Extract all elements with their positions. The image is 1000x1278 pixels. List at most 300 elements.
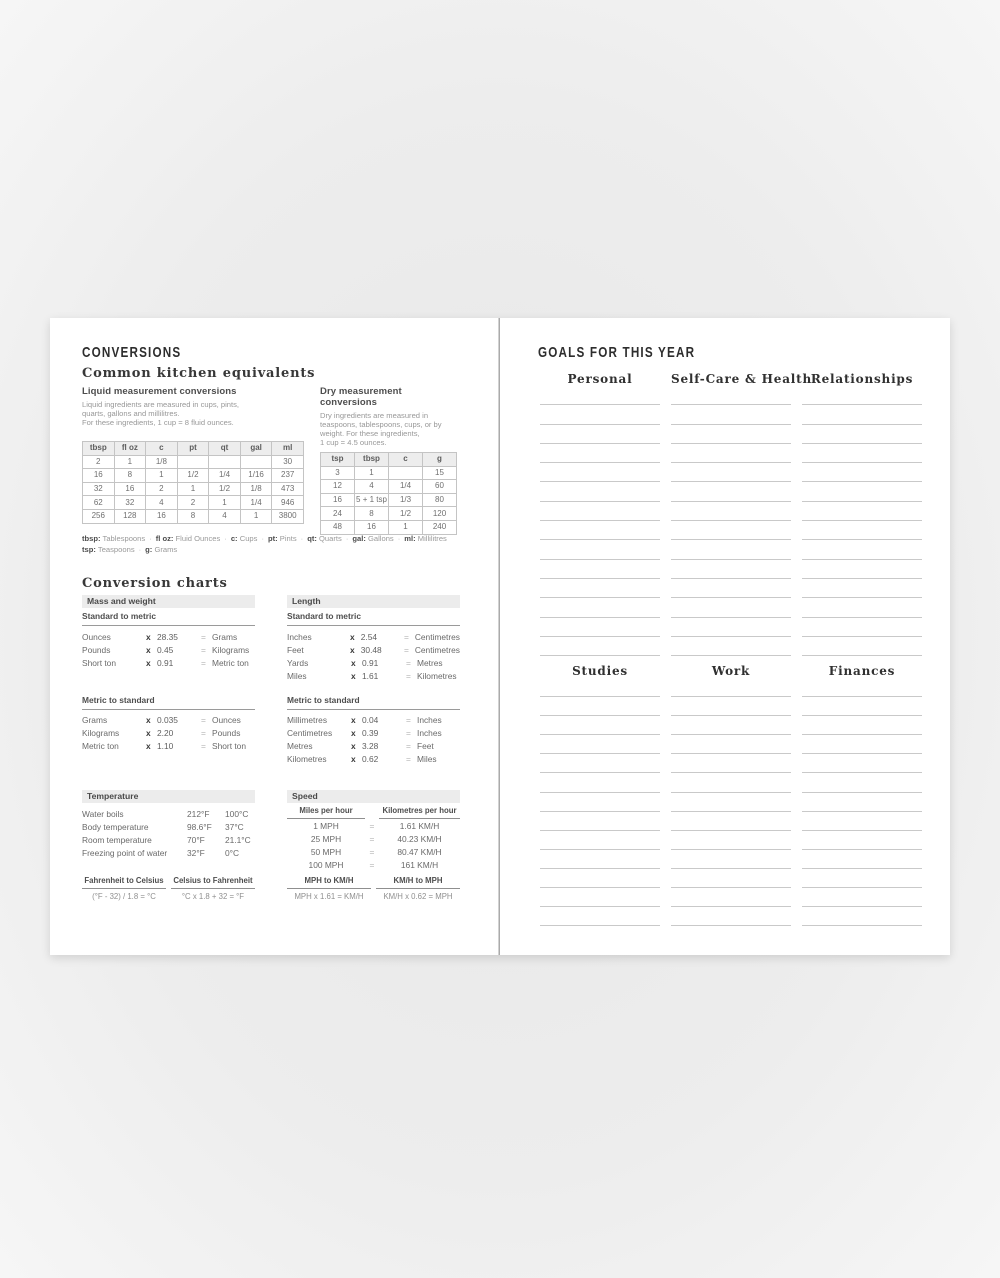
- legend-separator: ·: [149, 534, 152, 543]
- conversion-from: Ounces: [82, 631, 111, 642]
- table-header-cell: c: [146, 442, 178, 456]
- mass-std-heading: Standard to metric: [82, 611, 255, 626]
- conversions-page: [50, 318, 500, 955]
- equals-sign: =: [369, 820, 375, 831]
- table-cell: [240, 455, 272, 469]
- description-line: weight. For these ingredients,: [320, 429, 420, 438]
- ruled-line: [802, 425, 922, 444]
- description-line: teaspoons, tablespoons, cups, or by: [320, 420, 442, 429]
- conversion-factor: 0.04: [362, 714, 379, 725]
- ruled-line: [671, 386, 791, 405]
- conversion-to: Metric ton: [212, 657, 249, 668]
- multiply-sign: x: [146, 657, 151, 668]
- dry-conversions-block: [320, 386, 457, 535]
- table-header-cell: fl oz: [114, 442, 146, 456]
- goal-line-column: [671, 386, 791, 656]
- fahrenheit-value: 32°F: [187, 848, 205, 859]
- ruled-line: [802, 502, 922, 521]
- mph-value: 25 MPH: [310, 833, 342, 844]
- table-cell: 3800: [272, 509, 304, 523]
- mass-std-rows: [82, 630, 255, 670]
- kitchen-equivalents-heading: Common kitchen equivalents: [82, 366, 316, 381]
- formula-block: [82, 876, 166, 901]
- legend-separator: ·: [224, 534, 227, 543]
- equals-sign: =: [406, 671, 411, 682]
- table-cell: 1/4: [209, 469, 241, 483]
- ruled-line: [802, 716, 922, 735]
- conversion-from: Miles: [287, 671, 307, 682]
- conversion-to: Short ton: [212, 740, 246, 751]
- table-header-cell: ml: [272, 442, 304, 456]
- formula-block: [287, 876, 371, 901]
- multiply-sign: x: [351, 727, 356, 738]
- multiply-sign: x: [351, 740, 356, 751]
- table-cell: 16: [146, 509, 178, 523]
- formula-text: KM/H x 0.62 = MPH: [383, 892, 453, 901]
- ruled-line: [802, 850, 922, 869]
- conversion-to: Kilograms: [212, 644, 250, 655]
- ruled-line: [540, 812, 660, 831]
- table-row: [83, 469, 304, 483]
- goals-section-1-headers: [540, 372, 922, 386]
- legend-line-2: [82, 545, 474, 556]
- multiply-sign: x: [146, 740, 151, 751]
- table-cell: 256: [83, 509, 115, 523]
- ruled-line: [671, 482, 791, 501]
- equals-sign: =: [406, 657, 411, 668]
- table-cell: 4: [355, 480, 389, 494]
- ruled-line: [540, 773, 660, 792]
- equals-sign: =: [201, 727, 206, 738]
- dry-description: [320, 411, 457, 452]
- mass-weight-chart: [82, 595, 255, 780]
- ruled-line: [802, 521, 922, 540]
- legend-definition: Millilitres: [415, 534, 447, 543]
- conversion-factor: 30.48: [360, 644, 382, 655]
- table-cell: 1: [389, 520, 423, 534]
- ruled-line: [802, 618, 922, 637]
- ruled-line: [802, 773, 922, 792]
- legend-abbreviation: c:: [230, 534, 238, 543]
- conversion-to: Pounds: [212, 727, 241, 738]
- equals-sign: =: [406, 740, 411, 751]
- ruled-line: [802, 579, 922, 598]
- goal-column-header: Self-Care & Health: [671, 372, 813, 386]
- legend-separator: ·: [138, 544, 142, 554]
- ruled-line: [671, 754, 791, 773]
- conversion-row: [287, 643, 460, 656]
- table-cell: 1: [114, 455, 146, 469]
- conversion-row: [287, 670, 460, 683]
- conversion-to: Kilometres: [417, 671, 457, 682]
- table-header-cell: g: [423, 453, 457, 467]
- ruled-line: [540, 678, 660, 697]
- table-cell: 1: [146, 469, 178, 483]
- conversion-factor: 1.10: [157, 740, 174, 751]
- temperature-row: [82, 807, 255, 820]
- equals-sign: =: [404, 644, 409, 655]
- table-header-cell: gal: [240, 442, 272, 456]
- ruled-line: [671, 869, 791, 888]
- formula-heading: Fahrenheit to Celsius: [82, 876, 166, 889]
- table-cell: 1/16: [240, 469, 272, 483]
- table-cell: [389, 466, 423, 480]
- ruled-line: [802, 754, 922, 773]
- ruled-line: [802, 888, 922, 907]
- ruled-line: [671, 502, 791, 521]
- speed-header-gap: [365, 806, 379, 819]
- conversion-from: Centimetres: [287, 727, 333, 738]
- ruled-line: [540, 831, 660, 850]
- abbreviation-legend: [82, 534, 474, 555]
- table-cell: 237: [272, 469, 304, 483]
- table-header-cell: tsp: [321, 453, 355, 467]
- ruled-line: [671, 618, 791, 637]
- speed-row: [287, 819, 460, 832]
- multiply-sign: x: [351, 671, 356, 682]
- table-cell: 2: [177, 496, 209, 510]
- conversion-factor: 28.35: [157, 631, 178, 642]
- kmh-column-heading: Kilometres per hour: [379, 806, 460, 819]
- goal-line-column: [802, 386, 922, 656]
- ruled-line: [671, 735, 791, 754]
- goals-page: [500, 318, 950, 955]
- multiply-sign: x: [351, 714, 356, 725]
- table-header-cell: qt: [209, 442, 241, 456]
- kmh-value: 161 KM/H: [400, 860, 439, 871]
- liquid-heading: Liquid measurement conversions: [82, 386, 237, 397]
- ruled-line: [671, 540, 791, 559]
- ruled-line: [540, 405, 660, 424]
- conversion-row: [287, 713, 460, 726]
- goals-section-1: [540, 372, 922, 656]
- table-cell: 473: [272, 482, 304, 496]
- ruled-line: [671, 444, 791, 463]
- legend-separator: ·: [300, 534, 304, 543]
- conversion-row: [287, 630, 460, 643]
- conversion-from: Kilometres: [287, 754, 327, 765]
- ruled-line: [671, 907, 791, 926]
- ruled-line: [540, 463, 660, 482]
- table-cell: 1/2: [389, 507, 423, 521]
- formula-heading: MPH to KM/H: [287, 876, 371, 889]
- kitchen-equivalents-section: [82, 366, 460, 535]
- ruled-line: [540, 521, 660, 540]
- conversion-row: [287, 656, 460, 669]
- table-cell: 1: [209, 496, 241, 510]
- goal-line-column: [540, 386, 660, 656]
- conversion-factor: 0.91: [362, 657, 379, 668]
- fahrenheit-value: 98.6°F: [187, 821, 212, 832]
- kmh-value: 40.23 KM/H: [397, 833, 442, 844]
- conversion-row: [82, 630, 255, 643]
- ruled-line: [802, 831, 922, 850]
- ruled-line: [802, 463, 922, 482]
- ruled-line: [540, 579, 660, 598]
- ruled-line: [540, 716, 660, 735]
- table-cell: 1/2: [177, 469, 209, 483]
- temperature-label: Body temperature: [82, 821, 149, 832]
- formula-text: MPH x 1.61 = KM/H: [294, 892, 364, 901]
- mass-weight-bar: Mass and weight: [82, 595, 255, 608]
- table-cell: 1: [177, 482, 209, 496]
- liquid-table: [82, 441, 304, 524]
- legend-abbreviation: pt:: [267, 534, 278, 543]
- conversion-from: Yards: [287, 657, 309, 668]
- table-row: [83, 496, 304, 510]
- conversion-row: [287, 753, 460, 766]
- ruled-line: [540, 888, 660, 907]
- conversion-to: Feet: [417, 740, 434, 751]
- ruled-line: [671, 579, 791, 598]
- table-cell: 1/8: [146, 455, 178, 469]
- legend-definition: Gallons: [365, 534, 394, 543]
- conversion-factor: 0.91: [157, 657, 174, 668]
- conversion-from: Metric ton: [82, 740, 119, 751]
- table-cell: 1/2: [209, 482, 241, 496]
- goal-column-header: Studies: [572, 664, 628, 678]
- conversion-factor: 0.45: [157, 644, 174, 655]
- speed-row: [287, 845, 460, 858]
- table-row: [321, 493, 457, 507]
- multiply-sign: x: [146, 714, 151, 725]
- conversion-row: [82, 643, 255, 656]
- legend-abbreviation: fl oz:: [155, 534, 174, 543]
- conversion-from: Short ton: [82, 657, 116, 668]
- table-cell: 1/8: [240, 482, 272, 496]
- ruled-line: [671, 463, 791, 482]
- legend-abbreviation: tsp:: [82, 544, 96, 554]
- multiply-sign: x: [349, 631, 355, 642]
- description-line: For these ingredients, 1 cup = 8 fluid ounces.: [82, 418, 234, 427]
- ruled-line: [540, 869, 660, 888]
- legend-definition: Quarts: [316, 534, 342, 543]
- conversions-page-title: CONVERSIONS: [82, 344, 182, 361]
- ruled-line: [802, 540, 922, 559]
- equals-sign: =: [201, 657, 206, 668]
- liquid-conversions-block: [82, 386, 304, 535]
- conversion-row: [82, 739, 255, 752]
- table-header-cell: pt: [177, 442, 209, 456]
- table-header-cell: c: [389, 453, 423, 467]
- table-cell: 5 + 1 tsp: [355, 493, 389, 507]
- table-cell: 16: [321, 493, 355, 507]
- charts-row-2: [82, 790, 460, 975]
- equals-sign: =: [201, 631, 206, 642]
- legend-separator: ·: [345, 534, 349, 543]
- table-cell: 30: [272, 455, 304, 469]
- mph-column-heading: Miles per hour: [287, 806, 365, 819]
- conversion-from: Kilograms: [82, 727, 120, 738]
- ruled-line: [540, 850, 660, 869]
- conversion-from: Millimetres: [287, 714, 328, 725]
- goal-line-column: [802, 678, 922, 926]
- table-cell: 1: [240, 509, 272, 523]
- temperature-bar: Temperature: [82, 790, 255, 803]
- conversion-to: Miles: [417, 754, 437, 765]
- table-cell: 12: [321, 480, 355, 494]
- conversion-charts-heading: Conversion charts: [82, 576, 228, 591]
- legend-definition: Fluid Ounces: [173, 534, 221, 543]
- multiply-sign: x: [146, 631, 151, 642]
- equals-sign: =: [201, 740, 206, 751]
- temperature-rows: [82, 807, 255, 860]
- formula-block: [171, 876, 255, 901]
- goal-column-header: Finances: [828, 664, 896, 678]
- equals-sign: =: [406, 714, 411, 725]
- multiply-sign: x: [146, 644, 151, 655]
- ruled-line: [802, 386, 922, 405]
- equals-sign: =: [201, 644, 206, 655]
- ruled-line: [671, 560, 791, 579]
- conversion-to: Inches: [417, 714, 442, 725]
- ruled-line: [671, 425, 791, 444]
- dry-table: [320, 452, 457, 535]
- multiply-sign: x: [349, 644, 355, 655]
- table-cell: 3: [321, 466, 355, 480]
- legend-separator: ·: [261, 534, 264, 543]
- celsius-value: 100°C: [225, 808, 249, 819]
- table-row: [321, 466, 457, 480]
- table-header-row: [83, 442, 304, 456]
- ruled-line: [540, 502, 660, 521]
- conversion-factor: 3.28: [362, 740, 379, 751]
- legend-definition: Tablespoons: [100, 534, 146, 543]
- table-header-row: [321, 453, 457, 467]
- ruled-line: [802, 793, 922, 812]
- legend-abbreviation: qt:: [307, 534, 317, 543]
- ruled-line: [540, 618, 660, 637]
- table-row: [83, 509, 304, 523]
- length-std-heading: Standard to metric: [287, 611, 460, 626]
- table-cell: 32: [83, 482, 115, 496]
- description-line: quarts, gallons and millilitres.: [82, 409, 180, 418]
- temperature-row: [82, 833, 255, 846]
- conversion-factor: 0.39: [362, 727, 379, 738]
- legend-definition: Grams: [152, 544, 178, 554]
- mass-metric-heading: Metric to standard: [82, 695, 255, 710]
- conversion-from: Metres: [287, 740, 313, 751]
- conversion-from: Inches: [287, 631, 312, 642]
- conversion-row: [82, 726, 255, 739]
- table-cell: 1/3: [389, 493, 423, 507]
- table-cell: 4: [209, 509, 241, 523]
- kitchen-columns: [82, 386, 460, 535]
- ruled-line: [802, 482, 922, 501]
- ruled-line: [671, 812, 791, 831]
- ruled-line: [802, 697, 922, 716]
- table-cell: 4: [146, 496, 178, 510]
- legend-abbreviation: gal:: [352, 534, 366, 543]
- table-cell: 8: [177, 509, 209, 523]
- conversion-from: Feet: [287, 644, 304, 655]
- ruled-line: [540, 735, 660, 754]
- ruled-line: [802, 735, 922, 754]
- goal-column-header: Personal: [567, 372, 633, 386]
- ruled-line: [802, 444, 922, 463]
- table-cell: 62: [83, 496, 115, 510]
- ruled-line: [671, 521, 791, 540]
- formula-block: [376, 876, 460, 901]
- ruled-line: [540, 425, 660, 444]
- ruled-line: [671, 831, 791, 850]
- table-cell: [177, 455, 209, 469]
- ruled-line: [671, 888, 791, 907]
- legend-definition: Teaspoons: [95, 544, 135, 554]
- length-bar: Length: [287, 595, 460, 608]
- table-row: [83, 482, 304, 496]
- goal-line-column: [671, 678, 791, 926]
- ruled-line: [671, 405, 791, 424]
- conversion-to: Metres: [417, 657, 443, 668]
- table-cell: 24: [321, 507, 355, 521]
- formula-text: (°F - 32) / 1.8 = °C: [92, 892, 156, 901]
- liquid-description: [82, 400, 304, 441]
- equals-sign: =: [201, 714, 206, 725]
- ruled-line: [802, 598, 922, 617]
- table-row: [321, 507, 457, 521]
- speed-row: [287, 859, 460, 872]
- description-line: Liquid ingredients are measured in cups, pints,: [82, 400, 240, 409]
- table-cell: 2: [146, 482, 178, 496]
- table-row: [321, 520, 457, 534]
- speed-chart: [287, 790, 460, 975]
- ruled-line: [802, 560, 922, 579]
- legend-definition: Cups: [237, 534, 258, 543]
- temperature-row: [82, 847, 255, 860]
- fahrenheit-value: 212°F: [187, 808, 210, 819]
- length-chart: [287, 595, 460, 780]
- temperature-row: [82, 820, 255, 833]
- mph-value: 1 MPH: [313, 820, 339, 831]
- equals-sign: =: [369, 860, 375, 871]
- goal-column-header: Relationships: [810, 372, 914, 386]
- ruled-line: [540, 482, 660, 501]
- table-cell: 60: [423, 480, 457, 494]
- length-std-rows: [287, 630, 460, 683]
- ruled-line: [671, 598, 791, 617]
- conversion-row: [82, 656, 255, 669]
- table-cell: 80: [423, 493, 457, 507]
- legend-abbreviation: g:: [145, 544, 153, 554]
- mph-value: 50 MPH: [310, 846, 342, 857]
- description-line: Dry ingredients are measured in: [320, 411, 429, 420]
- ruled-line: [671, 850, 791, 869]
- ruled-line: [540, 598, 660, 617]
- conversion-row: [82, 713, 255, 726]
- ruled-line: [802, 405, 922, 424]
- ruled-line: [671, 697, 791, 716]
- conversion-to: Ounces: [212, 714, 241, 725]
- ruled-line: [540, 637, 660, 656]
- conversion-factor: 2.20: [157, 727, 174, 738]
- temperature-label: Freezing point of water: [82, 848, 168, 859]
- equals-sign: =: [369, 846, 375, 857]
- table-cell: 1/4: [389, 480, 423, 494]
- table-cell: 2: [83, 455, 115, 469]
- ruled-line: [671, 773, 791, 792]
- table-cell: 16: [355, 520, 389, 534]
- speed-table: [287, 806, 460, 872]
- goal-line-column: [540, 678, 660, 926]
- conversion-to: Inches: [417, 727, 442, 738]
- formula-heading: Celsius to Fahrenheit: [171, 876, 255, 889]
- table-cell: 16: [114, 482, 146, 496]
- table-cell: 128: [114, 509, 146, 523]
- ruled-line: [540, 697, 660, 716]
- table-cell: 48: [321, 520, 355, 534]
- planner-spread: [50, 318, 950, 955]
